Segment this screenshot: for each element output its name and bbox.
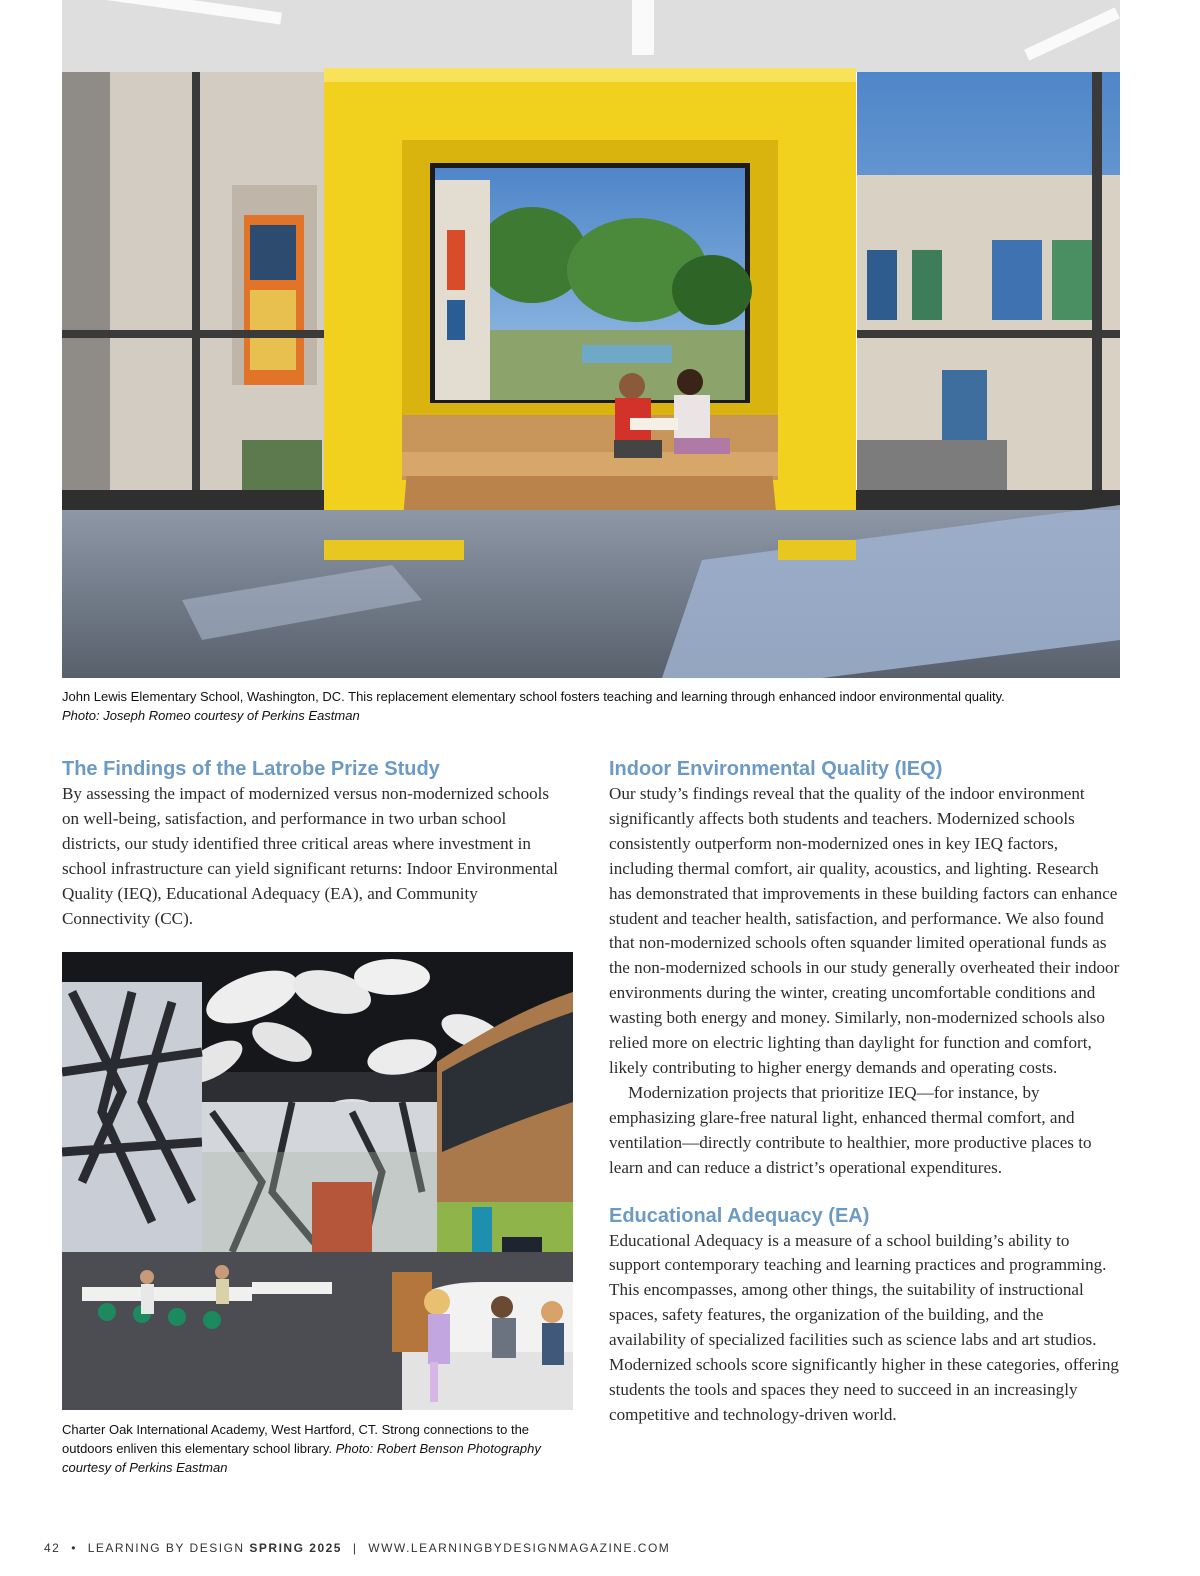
magazine-website: WWW.LEARNINGBYDESIGNMAGAZINE.COM [368,1541,671,1555]
page-footer [44,1541,670,1555]
hero-caption-text: John Lewis Elementary School, Washington, DC. This replacement elementary school fosters teaching and learning through enhanced indoor environmental quality. [62,689,1005,704]
ieq-paragraph-1: Our study’s findings reveal that the quality of the indoor environment significantly affects both students and teachers. Modernized schools consistently outperform non-modernized ones in key IEQ factors, including thermal comfort, air quality, acoustics, and lighting. Research has demonstrated that improvements in these building factors can enhance student and teacher health, satisfaction, and performance. We also found that non-modernized schools often squander limited operational funds as the non-modernized schools in our study generally overheated their indoor environments during the winter, creating uncomfortable conditions and wasting both energy and money. Similarly, non-modernized schools also relied more on electric lighting than daylight for function and comfort, likely contributing to higher energy demands and operating costs. [609,784,1120,1077]
library-caption-text: Charter Oak International Academy, West Hartford, CT. Strong connections to the outdoors enliven this elementary school library. [62,1422,530,1456]
left-column [62,756,562,931]
school-library-image [62,952,573,1410]
issue-label: SPRING 2025 [249,1541,342,1555]
footer-divider: | [352,1541,358,1555]
ieq-paragraph-2: Modernization projects that prioritize IEQ—for instance, by emphasizing glare-free natural light, enhanced thermal comfort, and ventilation—directly contribute to healthier, more productive places to learn and can reduce a district’s operational expenditures. [609,1082,1092,1177]
page-number: 42 [44,1541,61,1555]
latrobe-findings-heading: The Findings of the Latrobe Prize Study [62,758,440,780]
hero-photo-credit: Photo: Joseph Romeo courtesy of Perkins Eastman [62,708,360,723]
ieq-heading: Indoor Environmental Quality (IEQ) [609,758,943,780]
hero-photo-caption [62,687,1122,725]
footer-bullet: • [71,1541,77,1555]
magazine-name: LEARNING BY DESIGN [87,1541,245,1555]
library-photo [62,952,573,1410]
ea-paragraph: Educational Adequacy is a measure of a school building’s ability to support contemporary teaching and learning practices and programming. This encompasses, among other things, the suitability of instructional spaces, safety features, the organization of the building, and the availability of specialized facilities such as science labs and art studios. Modernized schools score significantly higher in these categories, offering students the tools and spaces they need to succeed in an increasingly competitive and technology-driven world. [609,1230,1119,1424]
school-window-nook-image [62,0,1120,678]
library-photo-credit: Photo: Robert Benson Photography courtesy of Perkins Eastman [62,1441,541,1475]
library-photo-caption [62,1420,567,1477]
hero-photo [62,0,1120,678]
ea-heading: Educational Adequacy (EA) [609,1204,870,1227]
right-column [609,756,1124,1428]
latrobe-findings-paragraph: By assessing the impact of modernized versus non-modernized schools on well-being, satisfaction, and performance in two urban school districts, our study identified three critical areas where investment in school infrastructure can yield significant returns: Indoor Environmental Quality (IEQ), Educational Adequacy (EA), and Community Connectivity (CC). [62,784,559,928]
